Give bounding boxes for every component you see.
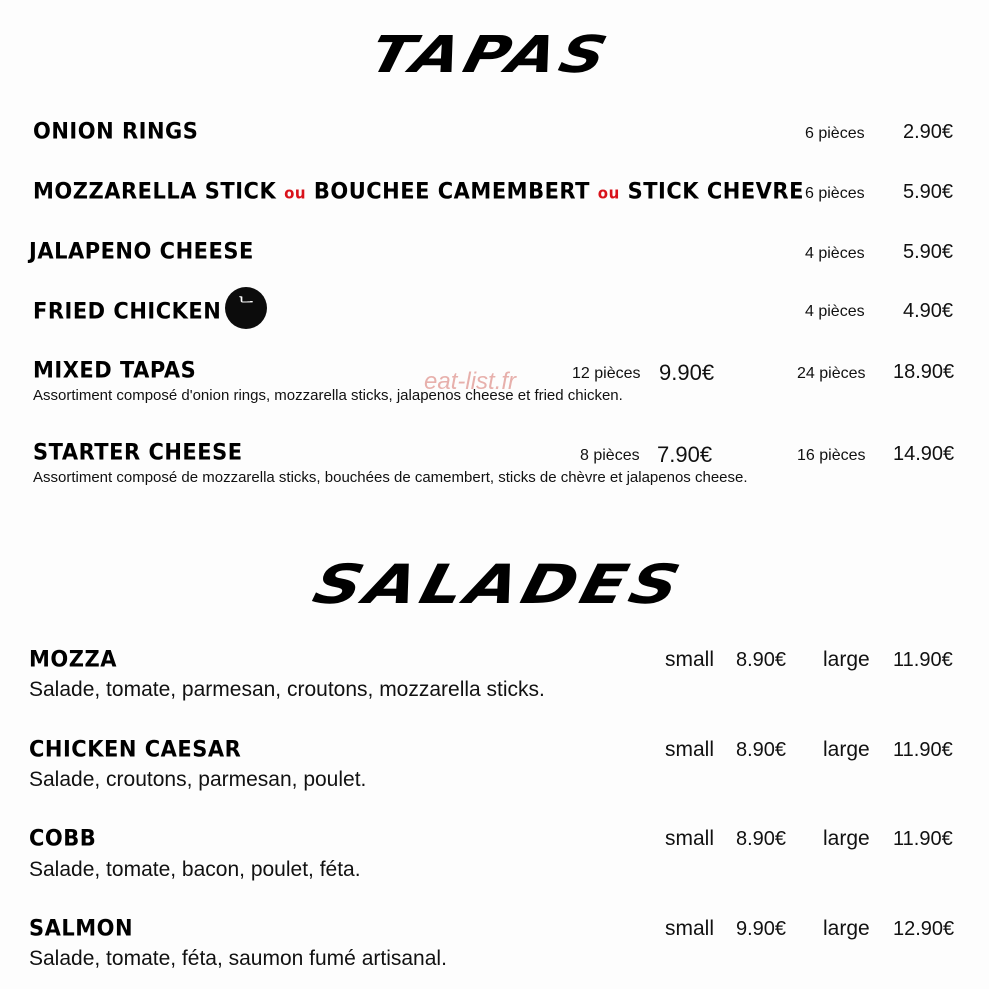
- watermark: eat-list.fr: [424, 368, 517, 395]
- salad-name-cobb: COBB: [29, 825, 97, 851]
- salad-price-large-salmon: 12.90€: [893, 918, 955, 940]
- salad-price-large-chicken-caesar: 11.90€: [893, 739, 953, 761]
- salad-price-small-chicken-caesar: 8.90€: [736, 739, 787, 761]
- item-price-small-starter-cheese: 7.90€: [657, 442, 713, 467]
- item-desc-mixed-tapas: Assortiment composé d'onion rings, mozzarella sticks, jalapenos cheese et fried chicken.: [33, 387, 623, 404]
- item-price-large-starter-cheese: 14.90€: [893, 443, 955, 465]
- item-qty-mozzarella-combo: 6 pièces: [805, 185, 865, 202]
- salad-desc-salmon: Salade, tomate, féta, saumon fumé artisanal.: [29, 947, 447, 970]
- salad-price-small-salmon: 9.90€: [736, 918, 787, 940]
- salad-price-large-mozza: 11.90€: [893, 649, 953, 671]
- tapas-title: TAPAS: [364, 24, 617, 85]
- item-name-jalapeno-cheese: JALAPENO CHEESE: [29, 238, 254, 264]
- item-qty-jalapeno-cheese: 4 pièces: [805, 245, 865, 262]
- item-qty-small-starter-cheese: 8 pièces: [580, 447, 640, 464]
- item-qty-small-mixed-tapas: 12 pièces: [572, 365, 641, 382]
- item-name-starter-cheese: STARTER CHEESE: [33, 439, 243, 465]
- item-name-mozzarella-combo: [33, 178, 804, 203]
- salad-desc-mozza: Salade, tomate, parmesan, croutons, mozzarella sticks.: [29, 678, 545, 701]
- item-qty-large-starter-cheese: 16 pièces: [797, 447, 866, 464]
- salades-title: SALADES: [307, 552, 690, 617]
- salad-price-small-cobb: 8.90€: [736, 828, 787, 850]
- salad-desc-chicken-caesar: Salade, croutons, parmesan, poulet.: [29, 768, 367, 791]
- item-qty-large-mixed-tapas: 24 pièces: [797, 365, 866, 382]
- size-label-small: small: [665, 917, 715, 940]
- halal-icon: ᄂ: [225, 287, 267, 329]
- item-name-mixed-tapas: MIXED TAPAS: [33, 357, 197, 383]
- item-qty-fried-chicken: 4 pièces: [805, 303, 865, 320]
- name-part-stick-chevre: STICK CHEVRE: [627, 178, 804, 204]
- item-name-fried-chicken: FRIED CHICKEN: [33, 298, 222, 324]
- item-name-onion-rings: ONION RINGS: [33, 118, 199, 144]
- salad-desc-cobb: Salade, tomate, bacon, poulet, féta.: [29, 858, 361, 881]
- item-qty-onion-rings: 6 pièces: [805, 125, 865, 142]
- separator-ou: ou: [284, 183, 307, 203]
- size-label-large: large: [823, 917, 870, 940]
- item-price-large-mixed-tapas: 18.90€: [893, 361, 955, 383]
- salad-name-salmon: SALMON: [29, 915, 134, 941]
- salad-name-chicken-caesar: CHICKEN CAESAR: [29, 736, 242, 762]
- salad-price-small-mozza: 8.90€: [736, 649, 787, 671]
- item-price-mozzarella-combo: 5.90€: [903, 181, 954, 203]
- item-price-onion-rings: 2.90€: [903, 121, 954, 143]
- size-label-large: large: [823, 738, 870, 761]
- item-price-fried-chicken: 4.90€: [903, 300, 954, 322]
- salad-name-mozza: MOZZA: [29, 646, 117, 672]
- size-label-small: small: [665, 648, 715, 671]
- separator-ou: ou: [597, 183, 620, 203]
- item-desc-starter-cheese: Assortiment composé de mozzarella sticks, bouchées de camembert, sticks de chèvre et jalapenos cheese.: [33, 469, 748, 486]
- item-price-jalapeno-cheese: 5.90€: [903, 241, 954, 263]
- size-label-large: large: [823, 827, 870, 850]
- size-label-large: large: [823, 648, 870, 671]
- size-label-small: small: [665, 738, 715, 761]
- size-label-small: small: [665, 827, 715, 850]
- name-part-bouchee-camembert: BOUCHEE CAMEMBERT: [313, 178, 590, 204]
- name-part-mozzarella-stick: MOZZARELLA STICK: [33, 178, 277, 204]
- salad-price-large-cobb: 11.90€: [893, 828, 953, 850]
- item-price-small-mixed-tapas: 9.90€: [659, 360, 715, 385]
